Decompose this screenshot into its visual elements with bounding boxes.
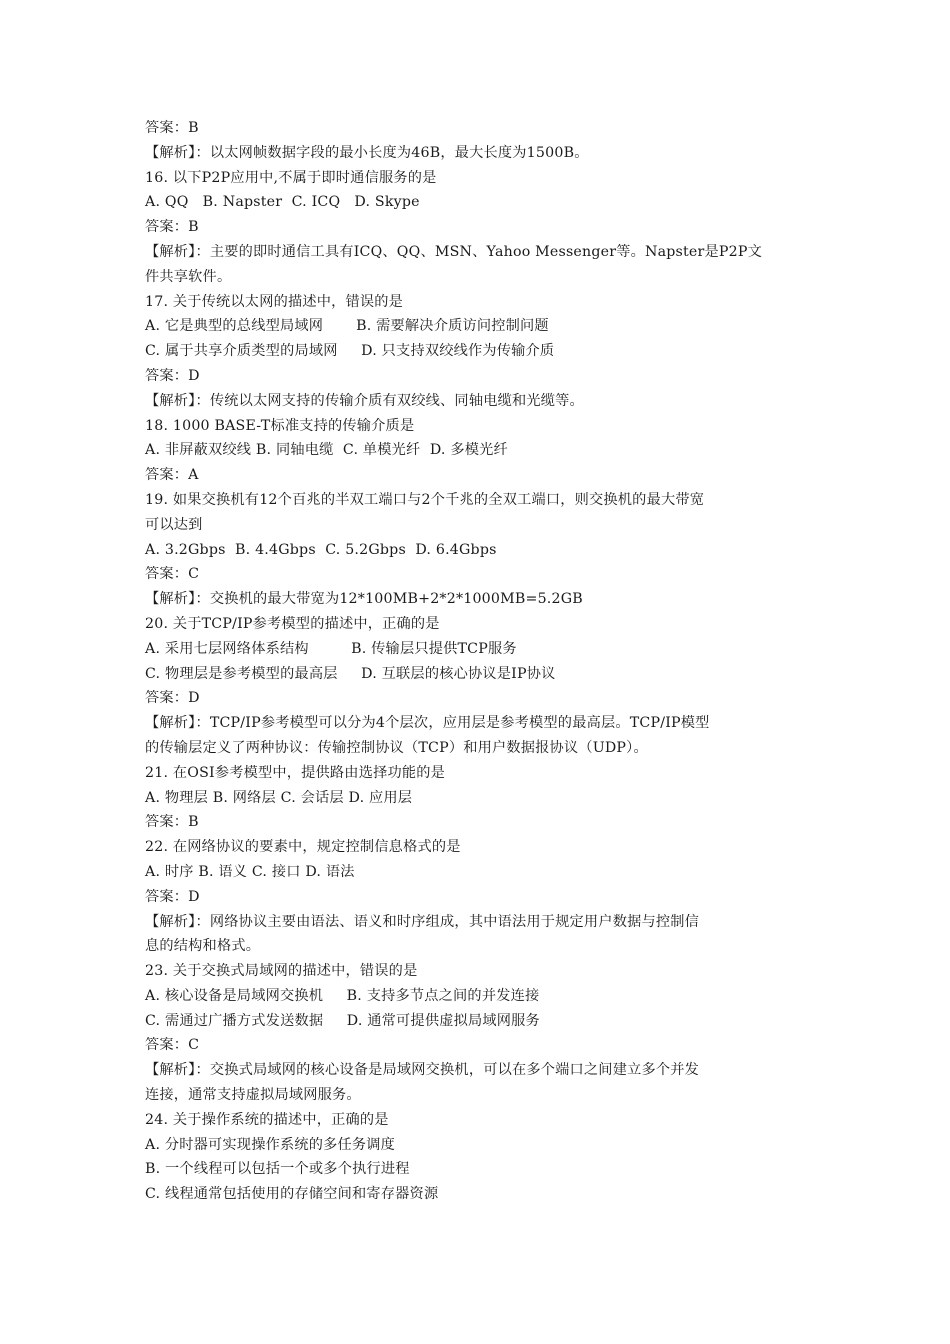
text-line: 【解析】：交换机的最大带宽为12*100MB+2*2*1000MB=5.2GB — [145, 591, 583, 608]
text-line: 答案：A — [145, 467, 199, 484]
text-line: A. 采用七层网络体系结构 B. 传输层只提供TCP服务 — [145, 640, 517, 657]
text-line: A. 非屏蔽双绞线 B. 同轴电缆 C. 单模光纤 D. 多模光纤 — [145, 442, 508, 459]
text-line: 18. 1000 BASE-T标准支持的传输介质是 — [145, 417, 415, 434]
text-line: B. 一个线程可以包括一个或多个执行进程 — [145, 1161, 410, 1178]
text-line: 答案：C — [145, 566, 200, 583]
text-line: A. 物理层 B. 网络层 C. 会话层 D. 应用层 — [145, 789, 413, 806]
text-line: A. 3.2Gbps B. 4.4Gbps C. 5.2Gbps D. 6.4Gbps — [145, 541, 497, 558]
text-line: 答案：C — [145, 1037, 200, 1054]
text-line: 17. 关于传统以太网的描述中，错误的是 — [145, 293, 404, 310]
text-line: 件共享软件。 — [145, 268, 232, 285]
text-line: 答案：B — [145, 814, 199, 831]
text-line: A. 分时器可实现操作系统的多任务调度 — [145, 1136, 396, 1153]
text-line: 【解析】：以太网帧数据字段的最小长度为46B，最大长度为1500B。 — [145, 144, 589, 161]
text-line: 24. 关于操作系统的描述中，正确的是 — [145, 1111, 389, 1128]
text-line: 16. 以下P2P应用中,不属于即时通信服务的是 — [145, 169, 437, 186]
text-line: 息的结构和格式。 — [145, 938, 261, 955]
text-line: 【解析】：网络协议主要由语法、语义和时序组成，其中语法用于规定用户数据与控制信 — [145, 913, 700, 930]
text-line: 【解析】：TCP/IP参考模型可以分为4个层次，应用层是参考模型的最高层。TCP/IP模型 — [145, 715, 710, 732]
text-line: C. 线程通常包括使用的存储空间和寄存器资源 — [145, 1186, 439, 1203]
text-line: 的传输层定义了两种协议：传输控制协议（TCP）和用户数据报协议（UDP）。 — [145, 739, 648, 756]
text-line: C. 属于共享介质类型的局域网 D. 只支持双绞线作为传输介质 — [145, 343, 555, 360]
text-line: 22. 在网络协议的要素中，规定控制信息格式的是 — [145, 839, 461, 856]
text-line: 可以达到 — [145, 516, 203, 533]
text-line: 答案：D — [145, 690, 200, 707]
text-line: A. 它是典型的总线型局域网 B. 需要解决介质访问控制问题 — [145, 318, 549, 335]
text-line: 23. 关于交换式局域网的描述中，错误的是 — [145, 963, 418, 980]
text-line: C. 需通过广播方式发送数据 D. 通常可提供虚拟局域网服务 — [145, 1012, 540, 1029]
text-line: 答案：B — [145, 120, 199, 136]
text-line: A. 核心设备是局域网交换机 B. 支持多节点之间的并发连接 — [145, 987, 540, 1004]
text-line: 答案：B — [145, 219, 199, 236]
document-body — [145, 116, 813, 1207]
text-line: 答案：D — [145, 367, 200, 384]
text-line: 20. 关于TCP/IP参考模型的描述中，正确的是 — [145, 615, 440, 632]
text-line: C. 物理层是参考模型的最高层 D. 互联层的核心协议是IP协议 — [145, 665, 556, 682]
text-line: 【解析】：交换式局域网的核心设备是局域网交换机，可以在多个端口之间建立多个并发 — [145, 1062, 700, 1079]
text-line: A. QQ B. Napster C. ICQ D. Skype — [145, 194, 420, 211]
text-line: 19. 如果交换机有12个百兆的半双工端口与2个千兆的全双工端口，则交换机的最大带宽 — [145, 491, 705, 508]
text-line: A. 时序 B. 语义 C. 接口 D. 语法 — [145, 863, 355, 880]
text-line: 【解析】：主要的即时通信工具有ICQ、QQ、MSN、Yahoo Messenger等。Napster是P2P文 — [145, 243, 763, 260]
text-line: 答案：D — [145, 888, 200, 905]
text-line: 【解析】：传统以太网支持的传输介质有双绞线、同轴电缆和光缆等。 — [145, 392, 584, 409]
text-line: 连接，通常支持虚拟局域网服务。 — [145, 1087, 361, 1104]
text-line: 21. 在OSI参考模型中，提供路由选择功能的是 — [145, 764, 446, 781]
